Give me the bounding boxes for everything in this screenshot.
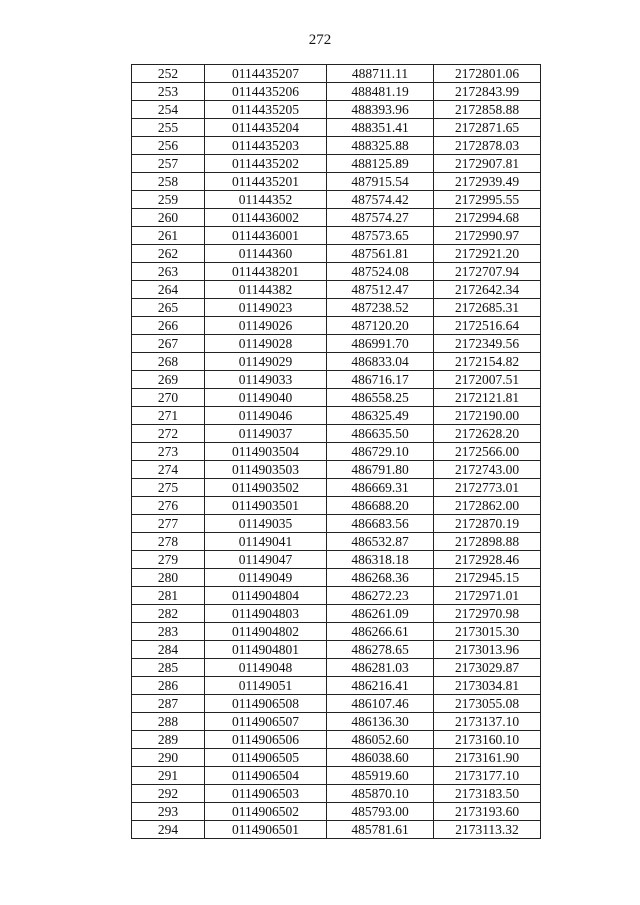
table-row [132,785,541,803]
table-row [132,623,541,641]
x-coordinate-cell: 486558.25 [327,389,434,407]
y-coordinate-cell: 2172971.01 [434,587,541,605]
y-coordinate-cell: 2172707.94 [434,263,541,281]
point-number-cell: 283 [132,623,205,641]
table-row [132,245,541,263]
y-coordinate-cell: 2172878.03 [434,137,541,155]
parcel-code-cell: 01149048 [205,659,327,677]
x-coordinate-cell: 487574.27 [327,209,434,227]
point-number-cell: 272 [132,425,205,443]
y-coordinate-cell: 2172928.46 [434,551,541,569]
point-number-cell: 287 [132,695,205,713]
y-coordinate-cell: 2173034.81 [434,677,541,695]
point-number-cell: 285 [132,659,205,677]
parcel-code-cell: 0114435207 [205,65,327,83]
y-coordinate-cell: 2173177.10 [434,767,541,785]
table-row [132,389,541,407]
table-row [132,119,541,137]
parcel-code-cell: 0114906501 [205,821,327,839]
x-coordinate-cell: 486669.31 [327,479,434,497]
parcel-code-cell: 01149028 [205,335,327,353]
x-coordinate-cell: 487574.42 [327,191,434,209]
point-number-cell: 261 [132,227,205,245]
point-number-cell: 290 [132,749,205,767]
parcel-code-cell: 0114904803 [205,605,327,623]
table-row [132,227,541,245]
x-coordinate-cell: 486318.18 [327,551,434,569]
parcel-code-cell: 0114904802 [205,623,327,641]
x-coordinate-cell: 487120.20 [327,317,434,335]
table-row [132,695,541,713]
y-coordinate-cell: 2172516.64 [434,317,541,335]
table-row [132,821,541,839]
x-coordinate-cell: 486266.61 [327,623,434,641]
y-coordinate-cell: 2172642.34 [434,281,541,299]
table-row [132,803,541,821]
y-coordinate-cell: 2172871.65 [434,119,541,137]
x-coordinate-cell: 485870.10 [327,785,434,803]
parcel-code-cell: 0114906506 [205,731,327,749]
y-coordinate-cell: 2172843.99 [434,83,541,101]
table-row [132,209,541,227]
point-number-cell: 276 [132,497,205,515]
table-row [132,407,541,425]
point-number-cell: 288 [132,713,205,731]
table-row [132,191,541,209]
table-row [132,443,541,461]
parcel-code-cell: 01149029 [205,353,327,371]
point-number-cell: 289 [132,731,205,749]
parcel-code-cell: 0114435205 [205,101,327,119]
parcel-code-cell: 0114906502 [205,803,327,821]
x-coordinate-cell: 488125.89 [327,155,434,173]
parcel-code-cell: 0114906505 [205,749,327,767]
y-coordinate-cell: 2172907.81 [434,155,541,173]
y-coordinate-cell: 2172154.82 [434,353,541,371]
coordinates-table [131,64,541,839]
y-coordinate-cell: 2173137.10 [434,713,541,731]
parcel-code-cell: 0114436001 [205,227,327,245]
point-number-cell: 268 [132,353,205,371]
parcel-code-cell: 01149033 [205,371,327,389]
x-coordinate-cell: 486272.23 [327,587,434,605]
parcel-code-cell: 0114904804 [205,587,327,605]
parcel-code-cell: 01149046 [205,407,327,425]
x-coordinate-cell: 486216.41 [327,677,434,695]
point-number-cell: 262 [132,245,205,263]
point-number-cell: 267 [132,335,205,353]
x-coordinate-cell: 488393.96 [327,101,434,119]
table-row [132,65,541,83]
x-coordinate-cell: 485781.61 [327,821,434,839]
table-row [132,335,541,353]
y-coordinate-cell: 2172007.51 [434,371,541,389]
x-coordinate-cell: 486688.20 [327,497,434,515]
table-row [132,155,541,173]
table-row [132,515,541,533]
point-number-cell: 274 [132,461,205,479]
point-number-cell: 266 [132,317,205,335]
table-row [132,749,541,767]
table-row [132,767,541,785]
point-number-cell: 254 [132,101,205,119]
y-coordinate-cell: 2173113.32 [434,821,541,839]
table-row [132,299,541,317]
point-number-cell: 278 [132,533,205,551]
x-coordinate-cell: 486038.60 [327,749,434,767]
x-coordinate-cell: 487524.08 [327,263,434,281]
y-coordinate-cell: 2173029.87 [434,659,541,677]
point-number-cell: 264 [132,281,205,299]
y-coordinate-cell: 2172862.00 [434,497,541,515]
y-coordinate-cell: 2172773.01 [434,479,541,497]
x-coordinate-cell: 487512.47 [327,281,434,299]
point-number-cell: 284 [132,641,205,659]
x-coordinate-cell: 485919.60 [327,767,434,785]
x-coordinate-cell: 486683.56 [327,515,434,533]
parcel-code-cell: 0114436002 [205,209,327,227]
y-coordinate-cell: 2172628.20 [434,425,541,443]
point-number-cell: 253 [132,83,205,101]
y-coordinate-cell: 2172801.06 [434,65,541,83]
table-row [132,479,541,497]
table-row [132,731,541,749]
point-number-cell: 293 [132,803,205,821]
parcel-code-cell: 0114435204 [205,119,327,137]
x-coordinate-cell: 486107.46 [327,695,434,713]
point-number-cell: 260 [132,209,205,227]
table-row [132,533,541,551]
parcel-code-cell: 01149023 [205,299,327,317]
table-row [132,173,541,191]
table-row [132,605,541,623]
parcel-code-cell: 0114435203 [205,137,327,155]
y-coordinate-cell: 2173183.50 [434,785,541,803]
table-row [132,461,541,479]
parcel-code-cell: 01149049 [205,569,327,587]
x-coordinate-cell: 486791.80 [327,461,434,479]
page-number: 272 [308,32,332,48]
y-coordinate-cell: 2172898.88 [434,533,541,551]
x-coordinate-cell: 485793.00 [327,803,434,821]
point-number-cell: 271 [132,407,205,425]
y-coordinate-cell: 2173193.60 [434,803,541,821]
parcel-code-cell: 0114438201 [205,263,327,281]
parcel-code-cell: 0114906503 [205,785,327,803]
x-coordinate-cell: 486325.49 [327,407,434,425]
y-coordinate-cell: 2172190.00 [434,407,541,425]
x-coordinate-cell: 486716.17 [327,371,434,389]
table-row [132,425,541,443]
point-number-cell: 281 [132,587,205,605]
table-row [132,101,541,119]
y-coordinate-cell: 2173015.30 [434,623,541,641]
x-coordinate-cell: 488711.11 [327,65,434,83]
y-coordinate-cell: 2172743.00 [434,461,541,479]
x-coordinate-cell: 486052.60 [327,731,434,749]
parcel-code-cell: 01144360 [205,245,327,263]
parcel-code-cell: 0114903503 [205,461,327,479]
table-row [132,353,541,371]
point-number-cell: 292 [132,785,205,803]
point-number-cell: 291 [132,767,205,785]
table-row [132,497,541,515]
y-coordinate-cell: 2172994.68 [434,209,541,227]
y-coordinate-cell: 2172939.49 [434,173,541,191]
parcel-code-cell: 01144352 [205,191,327,209]
x-coordinate-cell: 486268.36 [327,569,434,587]
parcel-code-cell: 0114903502 [205,479,327,497]
parcel-code-cell: 01149037 [205,425,327,443]
point-number-cell: 270 [132,389,205,407]
parcel-code-cell: 01149041 [205,533,327,551]
table-row [132,371,541,389]
x-coordinate-cell: 486729.10 [327,443,434,461]
y-coordinate-cell: 2172870.19 [434,515,541,533]
x-coordinate-cell: 486532.87 [327,533,434,551]
point-number-cell: 294 [132,821,205,839]
x-coordinate-cell: 487915.54 [327,173,434,191]
point-number-cell: 255 [132,119,205,137]
point-number-cell: 279 [132,551,205,569]
point-number-cell: 277 [132,515,205,533]
x-coordinate-cell: 487561.81 [327,245,434,263]
x-coordinate-cell: 487238.52 [327,299,434,317]
parcel-code-cell: 0114906508 [205,695,327,713]
parcel-code-cell: 01149051 [205,677,327,695]
parcel-code-cell: 0114435201 [205,173,327,191]
table-row [132,137,541,155]
point-number-cell: 259 [132,191,205,209]
x-coordinate-cell: 487573.65 [327,227,434,245]
coordinates-table-body [132,65,541,839]
x-coordinate-cell: 488325.88 [327,137,434,155]
point-number-cell: 282 [132,605,205,623]
y-coordinate-cell: 2172990.97 [434,227,541,245]
x-coordinate-cell: 486261.09 [327,605,434,623]
x-coordinate-cell: 486991.70 [327,335,434,353]
y-coordinate-cell: 2172995.55 [434,191,541,209]
parcel-code-cell: 01149035 [205,515,327,533]
x-coordinate-cell: 486136.30 [327,713,434,731]
y-coordinate-cell: 2172858.88 [434,101,541,119]
parcel-code-cell: 0114903501 [205,497,327,515]
y-coordinate-cell: 2172945.15 [434,569,541,587]
parcel-code-cell: 01149047 [205,551,327,569]
table-row [132,281,541,299]
x-coordinate-cell: 488481.19 [327,83,434,101]
parcel-code-cell: 0114435202 [205,155,327,173]
table-row [132,551,541,569]
table-row [132,587,541,605]
table-row [132,317,541,335]
y-coordinate-cell: 2173160.10 [434,731,541,749]
x-coordinate-cell: 486278.65 [327,641,434,659]
x-coordinate-cell: 486635.50 [327,425,434,443]
y-coordinate-cell: 2172921.20 [434,245,541,263]
point-number-cell: 257 [132,155,205,173]
y-coordinate-cell: 2172121.81 [434,389,541,407]
y-coordinate-cell: 2172566.00 [434,443,541,461]
table-row [132,641,541,659]
parcel-code-cell: 01144382 [205,281,327,299]
point-number-cell: 256 [132,137,205,155]
parcel-code-cell: 0114903504 [205,443,327,461]
point-number-cell: 286 [132,677,205,695]
x-coordinate-cell: 486281.03 [327,659,434,677]
point-number-cell: 258 [132,173,205,191]
parcel-code-cell: 01149040 [205,389,327,407]
x-coordinate-cell: 488351.41 [327,119,434,137]
x-coordinate-cell: 486833.04 [327,353,434,371]
y-coordinate-cell: 2172970.98 [434,605,541,623]
y-coordinate-cell: 2172685.31 [434,299,541,317]
point-number-cell: 263 [132,263,205,281]
point-number-cell: 273 [132,443,205,461]
point-number-cell: 252 [132,65,205,83]
parcel-code-cell: 0114906504 [205,767,327,785]
y-coordinate-cell: 2173055.08 [434,695,541,713]
table-row [132,713,541,731]
parcel-code-cell: 01149026 [205,317,327,335]
y-coordinate-cell: 2172349.56 [434,335,541,353]
parcel-code-cell: 0114904801 [205,641,327,659]
y-coordinate-cell: 2173161.90 [434,749,541,767]
table-row [132,263,541,281]
parcel-code-cell: 0114435206 [205,83,327,101]
point-number-cell: 275 [132,479,205,497]
table-row [132,677,541,695]
table-row [132,569,541,587]
point-number-cell: 269 [132,371,205,389]
y-coordinate-cell: 2173013.96 [434,641,541,659]
table-row [132,659,541,677]
parcel-code-cell: 0114906507 [205,713,327,731]
point-number-cell: 265 [132,299,205,317]
table-row [132,83,541,101]
point-number-cell: 280 [132,569,205,587]
